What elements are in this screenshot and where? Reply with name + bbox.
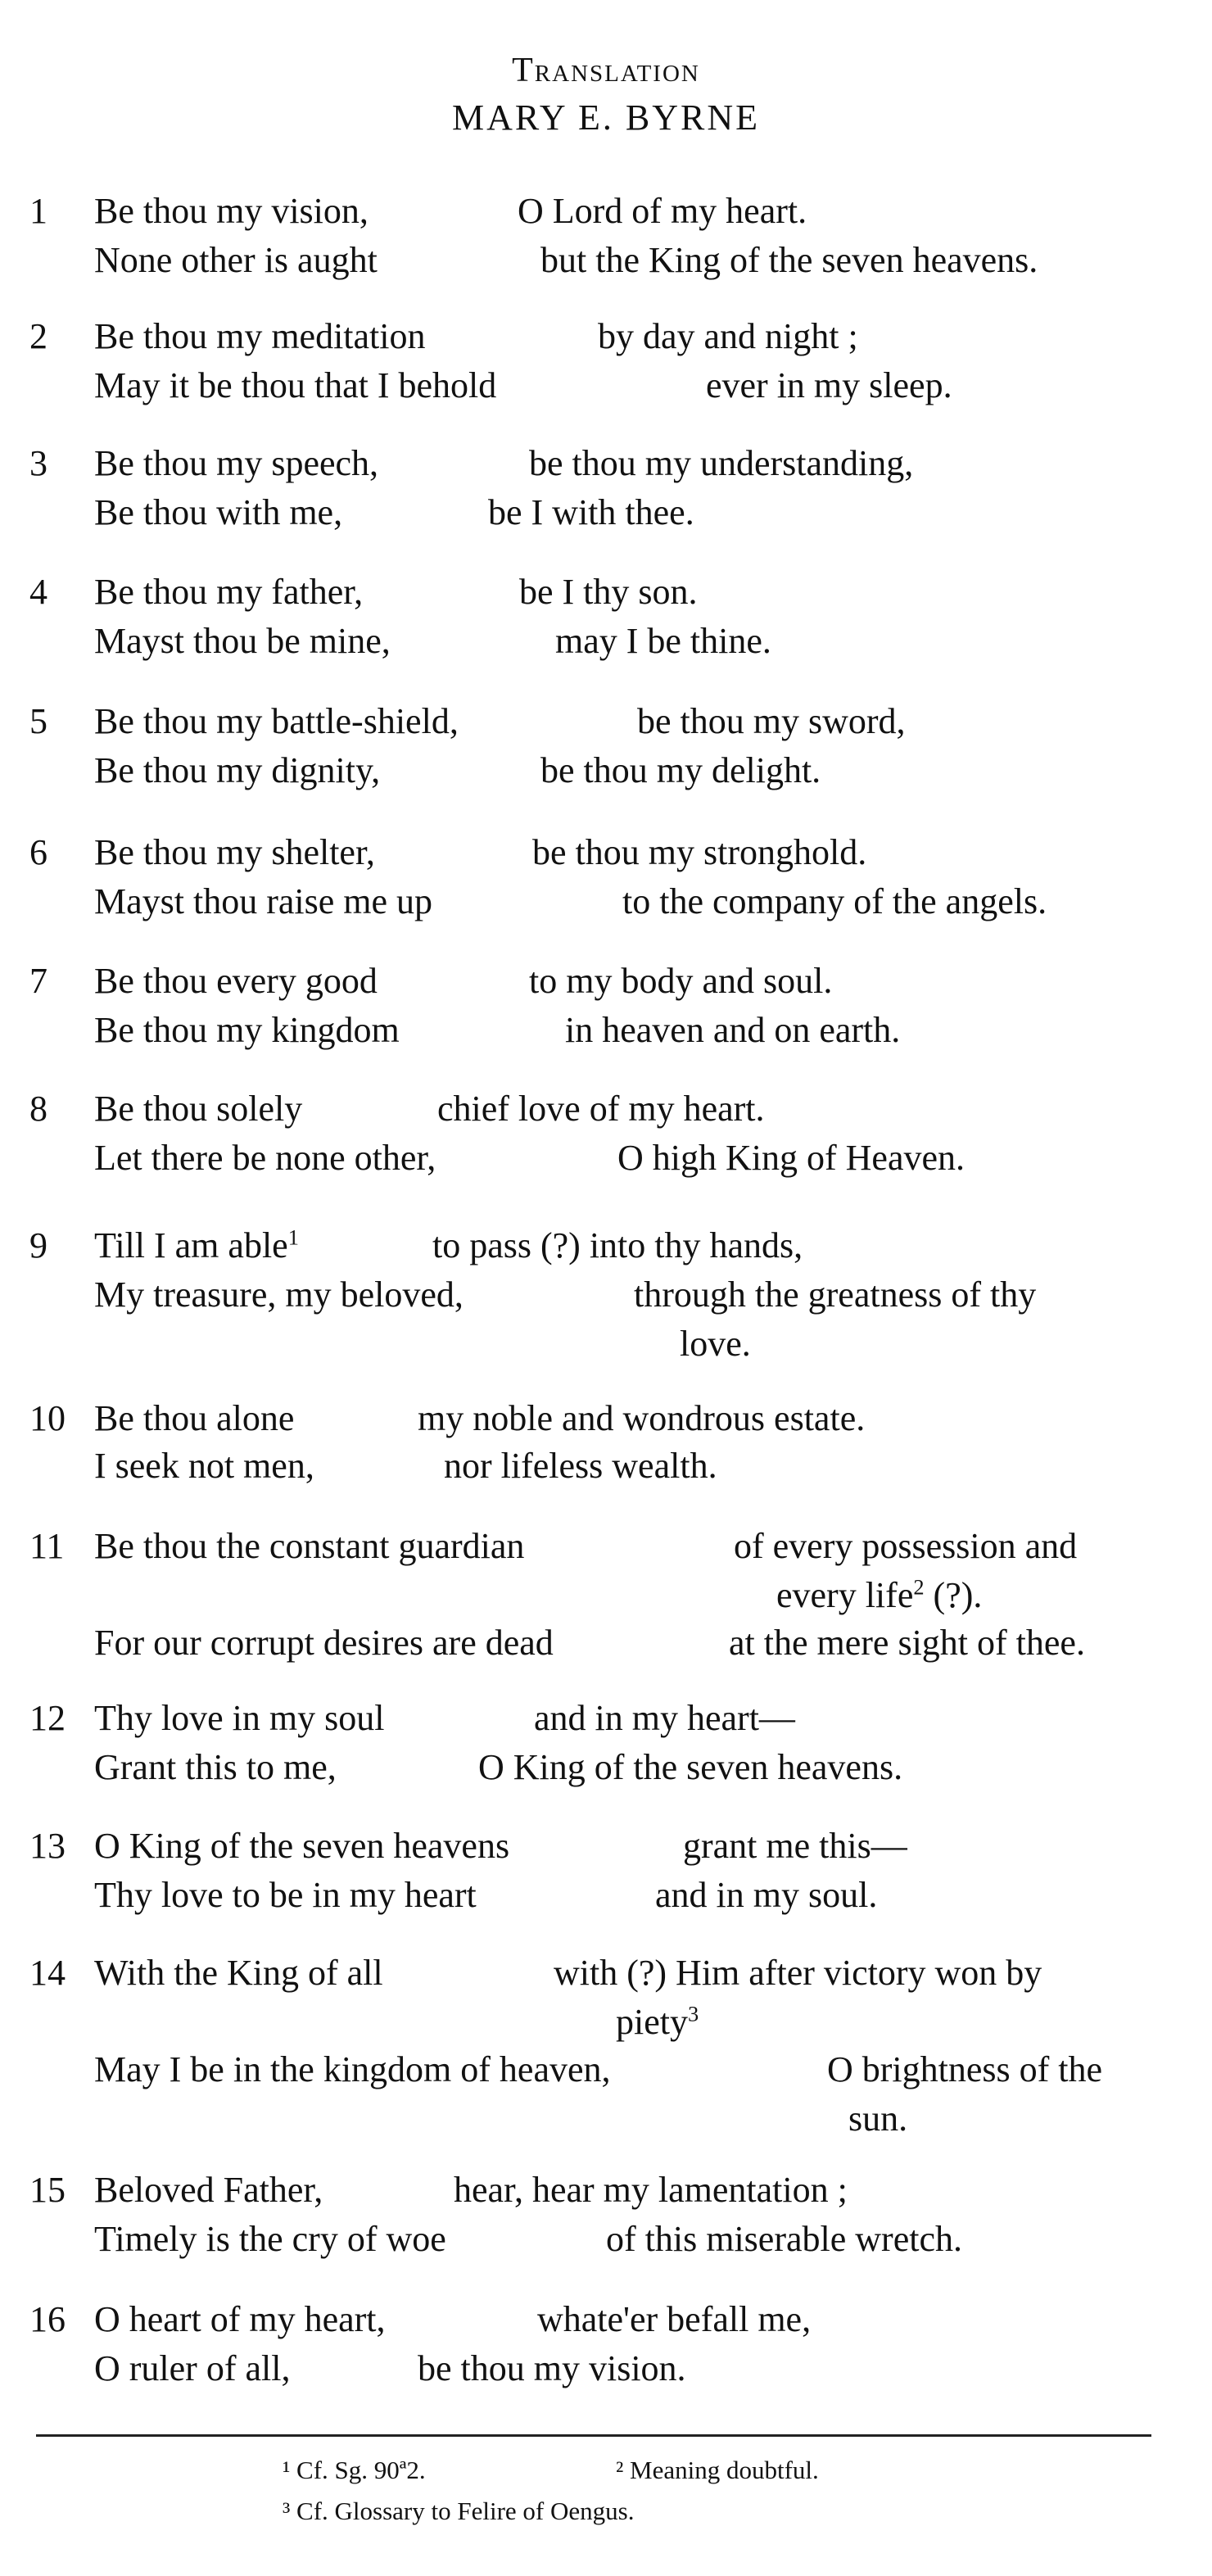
verse-half-second: may I be thine.: [555, 621, 771, 661]
verse-half-first: Let there be none other,: [94, 1138, 436, 1178]
verse-half-second: to the company of the angels.: [622, 881, 1047, 921]
footnote-divider: [36, 2434, 1151, 2437]
verse-half-first: Be thou my meditation: [94, 316, 426, 356]
footnote-ref: 3: [687, 2001, 699, 2026]
verse-half-second: be thou my understanding,: [529, 443, 914, 483]
verse-half-first: For our corrupt desires are dead: [94, 1623, 554, 1663]
verse-half-second: be thou my sword,: [637, 701, 906, 741]
stanza-number: 13: [29, 1826, 66, 1866]
verse-half-first: Be thou alone: [94, 1398, 295, 1438]
verse-half-first: O King of the seven heavens: [94, 1826, 510, 1866]
verse-half-first: With the King of all: [94, 1953, 383, 1993]
verse-half-second: but the King of the seven heavens.: [540, 240, 1038, 280]
verse-half-second: be thou my vision.: [418, 2348, 686, 2388]
verse-half-first: May it be thou that I behold: [94, 365, 497, 405]
verse-half-first: Be thou the constant guardian: [94, 1526, 525, 1566]
verse-half-second: sun.: [848, 2098, 908, 2139]
verse-half-first: O ruler of all,: [94, 2348, 291, 2388]
verse-half-first: None other is aught: [94, 240, 378, 280]
verse-half-second: in heaven and on earth.: [565, 1010, 901, 1050]
verse-half-first: Be thou solely: [94, 1089, 303, 1129]
verse-half-second: be I with thee.: [488, 492, 694, 532]
stanza-number: 6: [29, 832, 47, 872]
verse-half-second: piety$^3$: [616, 2001, 699, 2042]
verse-half-second: at the mere sight of thee.: [729, 1623, 1085, 1663]
verse-half-second: of this miserable wretch.: [606, 2219, 962, 2259]
verse-half-first: Be thou my battle-shield,: [94, 701, 459, 741]
verse-half-first: Grant this to me,: [94, 1747, 337, 1787]
verse-half-second: O King of the seven heavens.: [478, 1747, 903, 1787]
stanza-number: 2: [29, 316, 47, 356]
translator-name: MARY E. BYRNE: [452, 97, 760, 138]
verse-half-second: grant me this—: [683, 1826, 907, 1866]
verse-half-first: Be thou with me,: [94, 492, 343, 532]
verse-half-second: and in my soul.: [655, 1875, 878, 1915]
verse-half-second: nor lifeless wealth.: [444, 1446, 717, 1486]
footnote-ref: 1: [287, 1225, 299, 1250]
verse-half-second: hear, hear my lamentation ;: [454, 2170, 848, 2210]
page-title: Translation: [512, 52, 700, 89]
verse-half-first: Be thou my dignity,: [94, 750, 381, 790]
verse-half-second: be thou my delight.: [540, 750, 821, 790]
verse-half-first: I seek not men,: [94, 1446, 314, 1486]
verse-half-first: Timely is the cry of woe: [94, 2219, 446, 2259]
verse-half-second: whate'er befall me,: [537, 2299, 812, 2339]
verse-half-second: and in my heart—: [534, 1698, 795, 1738]
footnote-2: ² Meaning doubtful.: [616, 2456, 819, 2484]
verse-half-second: be I thy son.: [519, 572, 698, 612]
verse-half-second: O high King of Heaven.: [617, 1138, 966, 1178]
verse-half-first: Be thou my kingdom: [94, 1010, 400, 1050]
verse-half-first: Mayst thou raise me up: [94, 881, 433, 921]
verse-half-first: Thy love to be in my heart: [94, 1875, 477, 1915]
verse-half-second: love.: [680, 1324, 751, 1364]
stanza-number: 14: [29, 1953, 66, 1993]
verse-half-second: be thou my stronghold.: [532, 832, 867, 872]
stanza-number: 12: [29, 1698, 66, 1738]
verse-half-first: Be thou every good: [94, 961, 378, 1001]
verse-half-second: ever in my sleep.: [706, 365, 952, 405]
verse-half-first: Be thou my father,: [94, 572, 364, 612]
verse-half-second: O Lord of my heart.: [518, 191, 807, 231]
stanza-number: 4: [29, 572, 47, 612]
verse-half-second: through the greatness of thy: [634, 1274, 1037, 1315]
verse-half-first: O heart of my heart,: [94, 2299, 386, 2339]
verse-half-second: every life$^2$ (?).: [776, 1574, 983, 1615]
stanza-number: 10: [29, 1398, 66, 1438]
stanza-number: 9: [29, 1225, 47, 1265]
footnote-3: ³ Cf. Glossary to Felire of Oengus.: [283, 2497, 635, 2525]
verse-half-second: to pass (?) into thy hands,: [432, 1225, 803, 1265]
verse-half-second: my noble and wondrous estate.: [418, 1398, 866, 1438]
stanza-number: 8: [29, 1089, 47, 1129]
footnote-ref: 2: [913, 1574, 925, 1600]
verse-half-first: Mayst thou be mine,: [94, 621, 391, 661]
verse-half-first: Be thou my shelter,: [94, 832, 375, 872]
stanza-number: 11: [29, 1526, 65, 1566]
verse-half-second: with (?) Him after victory won by: [554, 1953, 1042, 1993]
verse-half-first: My treasure, my beloved,: [94, 1274, 464, 1315]
verse-half-first: Be thou my speech,: [94, 443, 379, 483]
verse-half-first: Till I am able$^1$: [94, 1225, 299, 1265]
stanza-number: 16: [29, 2299, 66, 2339]
verse-half-second: to my body and soul.: [529, 961, 833, 1001]
verse-half-first: Thy love in my soul: [94, 1698, 385, 1738]
stanza-number: 15: [29, 2170, 66, 2210]
verse-half-second: of every possession and: [734, 1526, 1078, 1566]
stanza-number: 5: [29, 701, 47, 741]
verse-half-second: chief love of my heart.: [437, 1089, 765, 1129]
verse-half-first: Be thou my vision,: [94, 191, 369, 231]
stanza-number: 1: [29, 191, 47, 231]
verse-half-first: Beloved Father,: [94, 2170, 323, 2210]
stanza-number: 3: [29, 443, 47, 483]
stanza-number: 7: [29, 961, 47, 1001]
footnote-1: ¹ Cf. Sg. 90ª2.: [283, 2456, 426, 2484]
verse-half-first: May I be in the kingdom of heaven,: [94, 2049, 611, 2089]
verse-half-second: by day and night ;: [598, 316, 858, 356]
verse-half-second: O brightness of the: [827, 2049, 1103, 2089]
